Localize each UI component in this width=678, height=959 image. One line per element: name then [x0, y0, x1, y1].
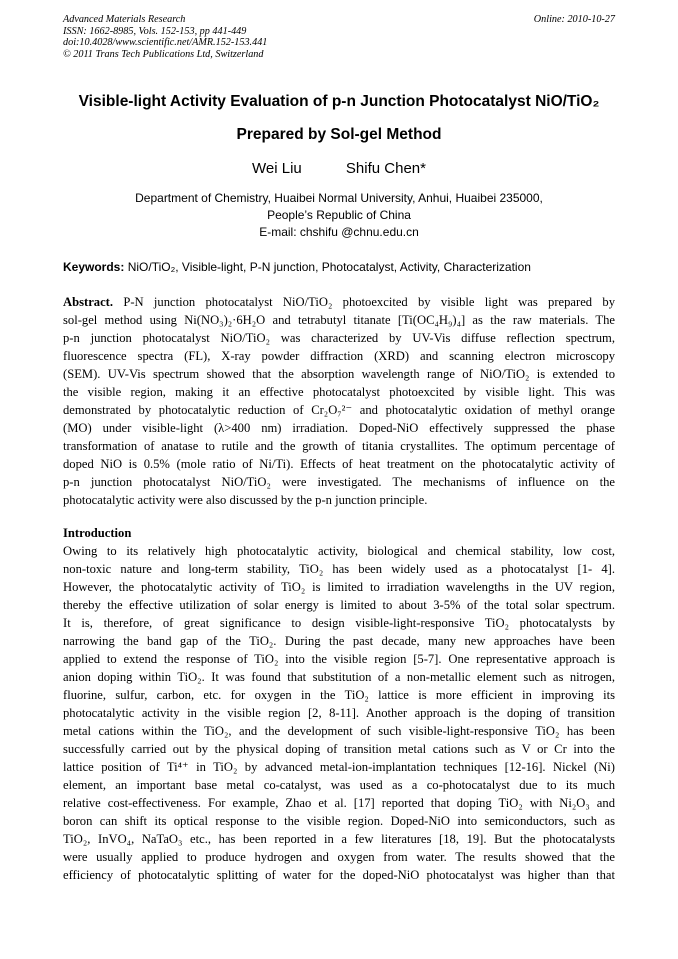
keywords-text: NiO/TiO₂, Visible-light, P-N junction, Photocatalyst, Activity, Characterization — [124, 260, 531, 274]
intro-line: TiO₂, InVO₄, NaTaO₃ etc., has been reported in a few literatures [18, 19]. But the photocatalysts — [63, 832, 615, 846]
author-email: E-mail: chshifu @chnu.edu.cn — [259, 225, 419, 239]
abstract-line: the visible region, making it an effective photocatalyst photoexcited by visible light. This was — [63, 385, 615, 399]
affiliation-country: People’s Republic of China — [267, 208, 411, 222]
section-heading-introduction: Introduction — [63, 526, 132, 540]
abstract-line: p-n junction photocatalyst NiO/TiO₂ was characterized by UV-Vis diffuse reflection spectrum, — [63, 331, 615, 345]
online-date: Online: 2010-10-27 — [533, 14, 615, 25]
author-list — [0, 160, 678, 177]
intro-line: It is, therefore, of great significance to design visible-light-responsive TiO₂ photocatalysts by — [63, 616, 615, 630]
intro-line: efficiency of photocatalytic splitting of water for the doped-NiO photocatalyst was higher than that — [63, 868, 615, 882]
intro-line: thereby the effective utilization of solar energy is limited to about 3-5% of the total solar spectrum. — [63, 598, 615, 612]
abstract-line: p-n junction photocatalyst NiO/TiO₂ were investigated. The mechanisms of influence on the — [63, 475, 615, 489]
abstract-line: doped NiO is 0.5% (mole ratio of Ni/Ti). Effects of heat treatment on the photocatalytic activity of — [63, 457, 615, 471]
keywords-label: Keywords: — [63, 260, 125, 274]
abstract-label: Abstract. — [63, 295, 114, 309]
paper-title-line-1: Visible-light Activity Evaluation of p-n Junction Photocatalyst NiO/TiO₂ — [78, 93, 600, 110]
introduction-body — [63, 542, 615, 884]
intro-line: successfully carried out by the physical doping of transition metal cations such as V or Cr into the — [63, 742, 615, 756]
paper-title-line-2: Prepared by Sol-gel Method — [236, 126, 442, 143]
copyright-line: © 2011 Trans Tech Publications Ltd, Switzerland — [63, 48, 264, 60]
abstract-line: photocatalytic activity were also discussed by the p-n junction principle. — [63, 493, 428, 507]
author-name: Wei Liu — [252, 160, 302, 177]
issn-line: ISSN: 1662-8985, Vols. 152-153, pp 441-449 — [63, 25, 247, 37]
abstract-line: demonstrated by photocatalytic reduction of Cr₂O₇²⁻ and photocatalytic oxidation of methyl orange — [63, 403, 615, 417]
intro-line: lattice position of Ti⁴⁺ in TiO₂ by advanced metal-ion-implantation techniques [12-16]. Nickel (Ni) — [63, 760, 615, 774]
intro-line: were usually applied to produce hydrogen and oxygen from water. The results showed that the — [63, 850, 615, 864]
intro-line: metal cations within the TiO₂, and the development of such visible-light-responsive TiO₂ has been — [63, 724, 615, 738]
abstract-line: Abstract. P-N junction photocatalyst NiO/TiO₂ photoexcited by visible light was prepared by — [63, 295, 615, 309]
intro-line: narrowing the band gap of the TiO₂. During the past decade, many new approaches have been — [63, 634, 615, 648]
journal-header — [63, 14, 267, 60]
abstract-line: (MO) under visible-light (λ>400 nm) irradiation. Doped-NiO effectively suppressed the phase — [63, 421, 615, 435]
journal-name: Advanced Materials Research — [63, 14, 186, 25]
intro-line: element, an important base metal co-catalyst, was used as a co-photocatalyst due to its much — [63, 778, 615, 792]
intro-line: photocatalytic activity in the visible region [2, 8-11]. Another approach is the doping of transition — [63, 706, 615, 720]
abstract-line: (SEM). UV-Vis spectrum showed that the absorption wavelength range of NiO/TiO₂ is extended to — [63, 367, 615, 381]
intro-line: However, the photocatalytic activity of TiO₂ is limited to irradiation wavelengths in the UV region, — [63, 580, 615, 594]
author-name: Shifu Chen* — [345, 160, 426, 177]
doi-line: doi:10.4028/www.scientific.net/AMR.152-153.441 — [63, 37, 268, 48]
intro-line: Owing to its relatively high photocatalytic activity, biological and chemical stability, low cost, — [63, 544, 615, 558]
intro-line: fluorine, sulfur, carbon, etc. for oxygen in the TiO₂ lattice is more efficient in improving its — [63, 688, 615, 702]
abstract-line: transformation of anatase to rutile and the growth of titania crystallites. The optimum percentage of — [63, 439, 615, 453]
intro-line: applied to extend the response of TiO₂ into the visible region [5-7]. One representative approach is — [63, 652, 615, 666]
abstract — [63, 293, 615, 509]
intro-line: relative cost-effectiveness. For example, Zhao et al. [17] reported that doping TiO₂ with Ni₂O₃ and — [63, 796, 615, 810]
intro-line: anion doping within TiO₂. It was found that substitution of a non-metallic element such as nitrogen, — [63, 670, 615, 684]
abstract-line: fluorescence spectra (FL), X-ray powder diffraction (XRD) and scanning electron microscopy — [63, 349, 615, 363]
intro-line: boron can shift its optical response to the visible region. Doped-NiO into semiconductors, such as — [63, 814, 615, 828]
intro-line: non-toxic nature and long-term stability, TiO₂ has been widely used as a photocatalyst [1- 4]. — [63, 562, 615, 576]
keywords — [63, 260, 615, 274]
affiliation-line: Department of Chemistry, Huaibei Normal University, Anhui, Huaibei 235000, — [135, 191, 543, 205]
abstract-line: sol-gel method using Ni(NO₃)₂·6H₂O and tetrabutyl titanate [Ti(OC₄H₉)₄] as the raw materials. The — [63, 313, 615, 327]
